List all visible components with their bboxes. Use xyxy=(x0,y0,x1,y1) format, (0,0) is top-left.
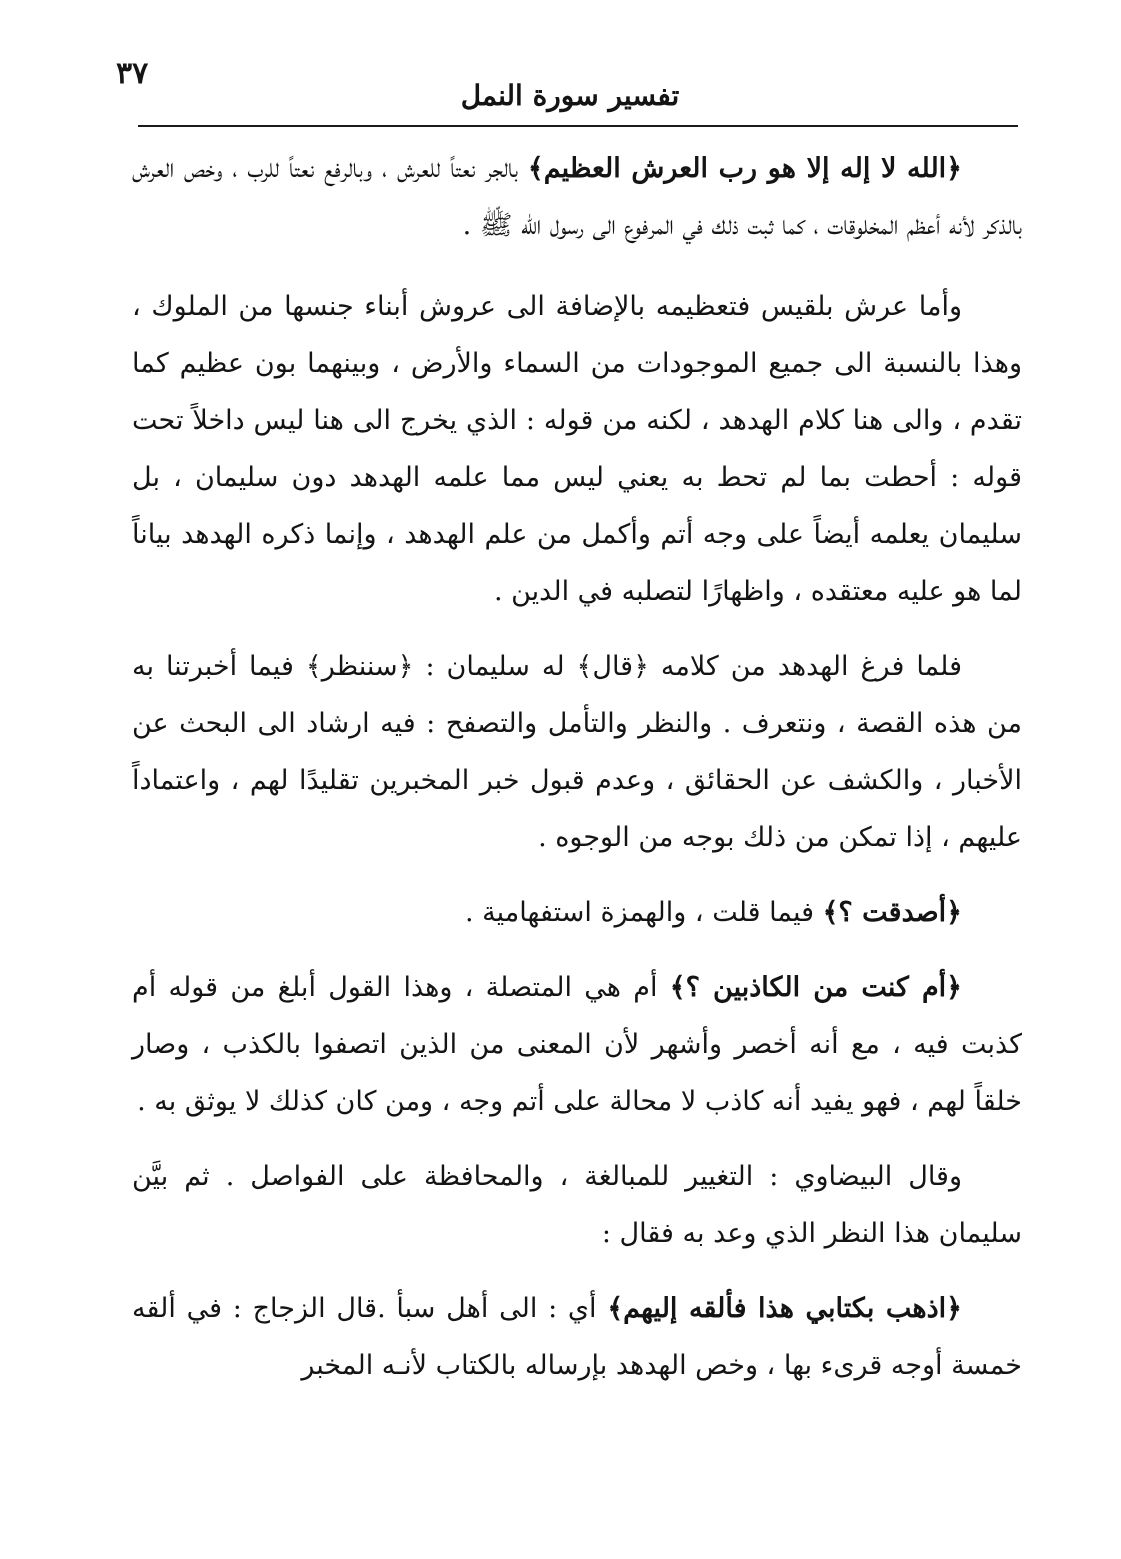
paragraph-text: فيما قلت ، والهمزة استفهامية . xyxy=(465,897,823,928)
quran-quote: ﴿أم كنت من الكاذبين ؟﴾ xyxy=(669,972,962,1003)
paragraph-text: وأما عرش بلقيس فتعظيمه بالإضافة الى عروش أبناء جنسها من الملوك ، وهذا بالنسبة الى جميع الموجودات من السماء والأرض ، وبينهما بون عظيم كما تقدم ، والى هنا كلام الهدهد ، لكنه من قوله : الذي يخرج الى هنا ليس داخلاً تحت قوله : أحطت بما لم تحط به يعني ليس مما علمه الهدهد دون سليمان ، بل سليمان يعلمه أيضاً على وجه أتم وأكمل من علم الهدهد ، وإنما ذكره الهدهد بياناً لما هو عليه معتقده ، واظهارًا لتصلبه في الدين . xyxy=(132,291,1022,607)
paragraph-text: أم هي المتصلة ، وهذا القول أبلغ من قوله أم كذبت فيه ، مع أنه أخصر وأشهر لأن المعنى من الذين اتصفوا بالكذب ، وصار خلقاً لهم ، فهو يفيد أنه كاذب لا محالة على أتم وجه ، ومن كان كذلك لا يوثق به . xyxy=(132,972,1022,1117)
paragraph-2 xyxy=(132,278,1022,620)
running-head-title: تفسير سورة النمل xyxy=(460,79,680,112)
paragraph-3 xyxy=(132,638,1022,866)
commentary-text xyxy=(132,140,1022,1394)
quran-quote: ﴿اذهب بكتابي هذا فألقه إليهم﴾ xyxy=(607,1293,963,1324)
page-number: ٣٧ xyxy=(116,56,149,91)
quran-quote: ﴿أصدقت ؟﴾ xyxy=(822,897,962,928)
header-rule xyxy=(138,125,1018,127)
paragraph-text: فلما فرغ الهدهد من كلامه ﴿قال﴾ له سليمان : ﴿سننظر﴾ فيما أخبرتنا به من هذه القصة ، ونتعرف . والنظر والتأمل والتصفح : فيه ارشاد الى البحث عن الأخبار ، والكشف عن الحقائق ، وعدم قبول خبر المخبرين تقليدًا لهم ، واعتماداً عليهم ، إذا تمكن من ذلك بوجه من الوجوه . xyxy=(132,651,1022,853)
paragraph-7 xyxy=(132,1280,1022,1394)
quran-quote: ﴿الله لا إله إلا هو رب العرش العظيم﴾ xyxy=(527,153,962,184)
paragraph-6 xyxy=(132,1148,1022,1262)
paragraph-1 xyxy=(132,140,1022,254)
paragraph-text: بالجر نعتاً للعرش ، وبالرفع نعتاً للرب ، وخص العرش بالذكر لأنه أعظم المخلوقات ، كما ثبت ذلك في المرفوع الى رسول الله ﷺ . xyxy=(132,153,1022,241)
paragraph-text: وقال البيضاوي : التغيير للمبالغة ، والمحافظة على الفواصل . ثم بيَّن سليمان هذا النظر الذي وعد به فقال : xyxy=(132,1161,1022,1249)
paragraph-text: أي : الى أهل سبأ .قال الزجاج : في ألقه خمسة أوجه قرىء بها ، وخص الهدهد بإرساله بالكتاب لأنـه المخبر xyxy=(132,1293,1022,1381)
paragraph-5 xyxy=(132,959,1022,1130)
paragraph-4 xyxy=(132,884,1022,941)
